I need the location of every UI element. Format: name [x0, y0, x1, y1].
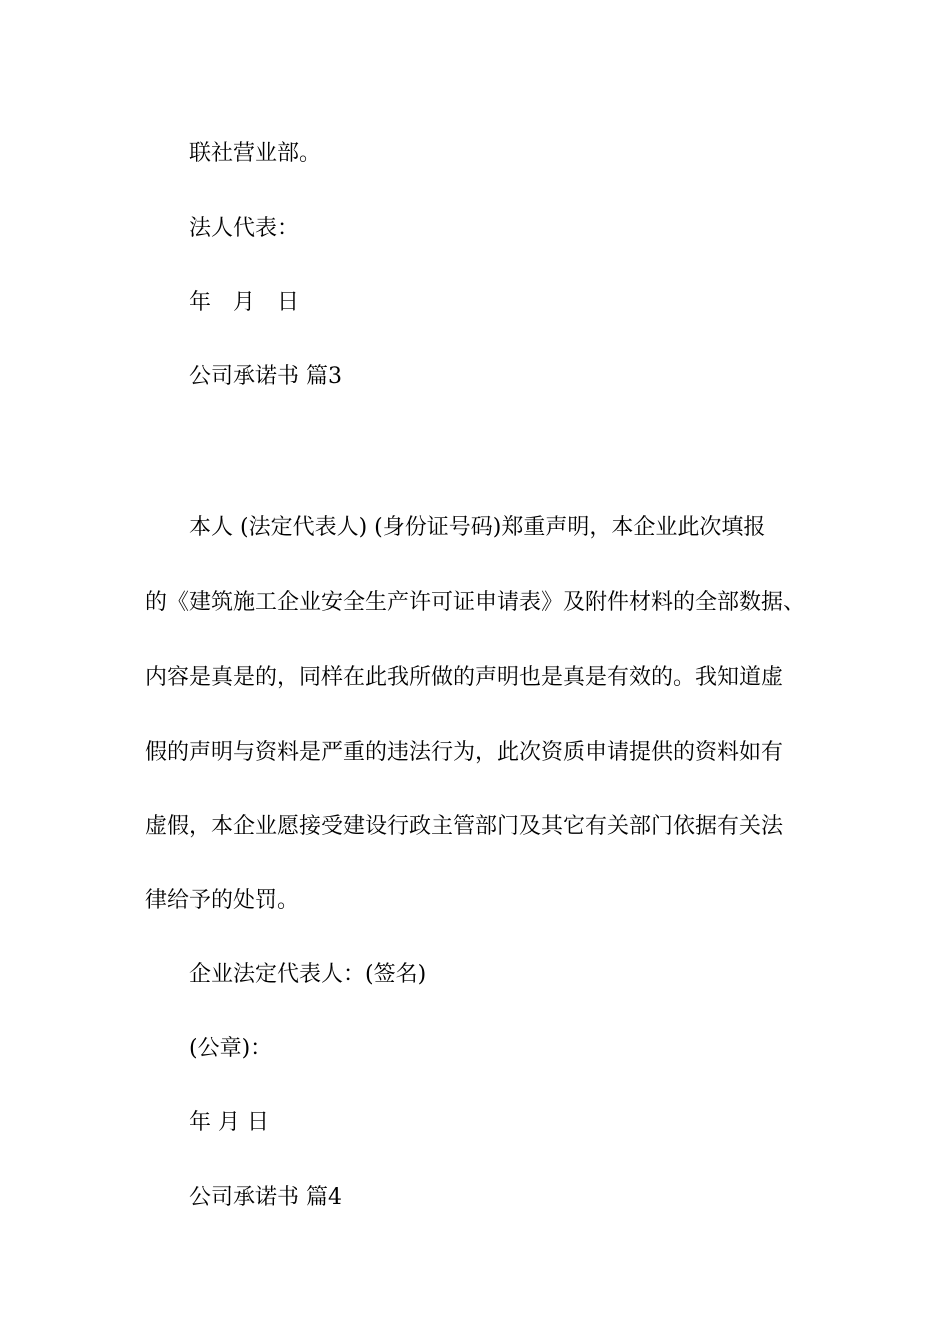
seal-label: (公章)： [189, 1036, 273, 1061]
signature-label: 法人代表： [189, 216, 300, 241]
paragraph-line: 内容是真是的，同样在此我所做的声明也是真是有效的。我知道虚 [145, 665, 784, 690]
date-line: 年 月 日 [189, 290, 300, 315]
text-line: 联社营业部。 [189, 141, 322, 166]
paragraph-line: 虚假，本企业愿接受建设行政主管部门及其它有关部门依据有关法 [145, 814, 784, 839]
paragraph-line: 律给予的处罚。 [145, 888, 300, 913]
paragraph-line: 的《建筑施工企业安全生产许可证申请表》及附件材料的全部数据、 [145, 590, 806, 615]
paragraph-line: 假的声明与资料是严重的违法行为，此次资质申请提供的资料如有 [145, 740, 784, 765]
paragraph-line: 本人 (法定代表人) (身份证号码)郑重声明，本企业此次填报 [189, 515, 766, 540]
date-line: 年 月 日 [189, 1110, 269, 1135]
representative-label: 企业法定代表人：(签名) [189, 962, 427, 987]
section-heading: 公司承诺书 篇3 [189, 364, 342, 389]
section-heading: 公司承诺书 篇4 [189, 1185, 342, 1210]
